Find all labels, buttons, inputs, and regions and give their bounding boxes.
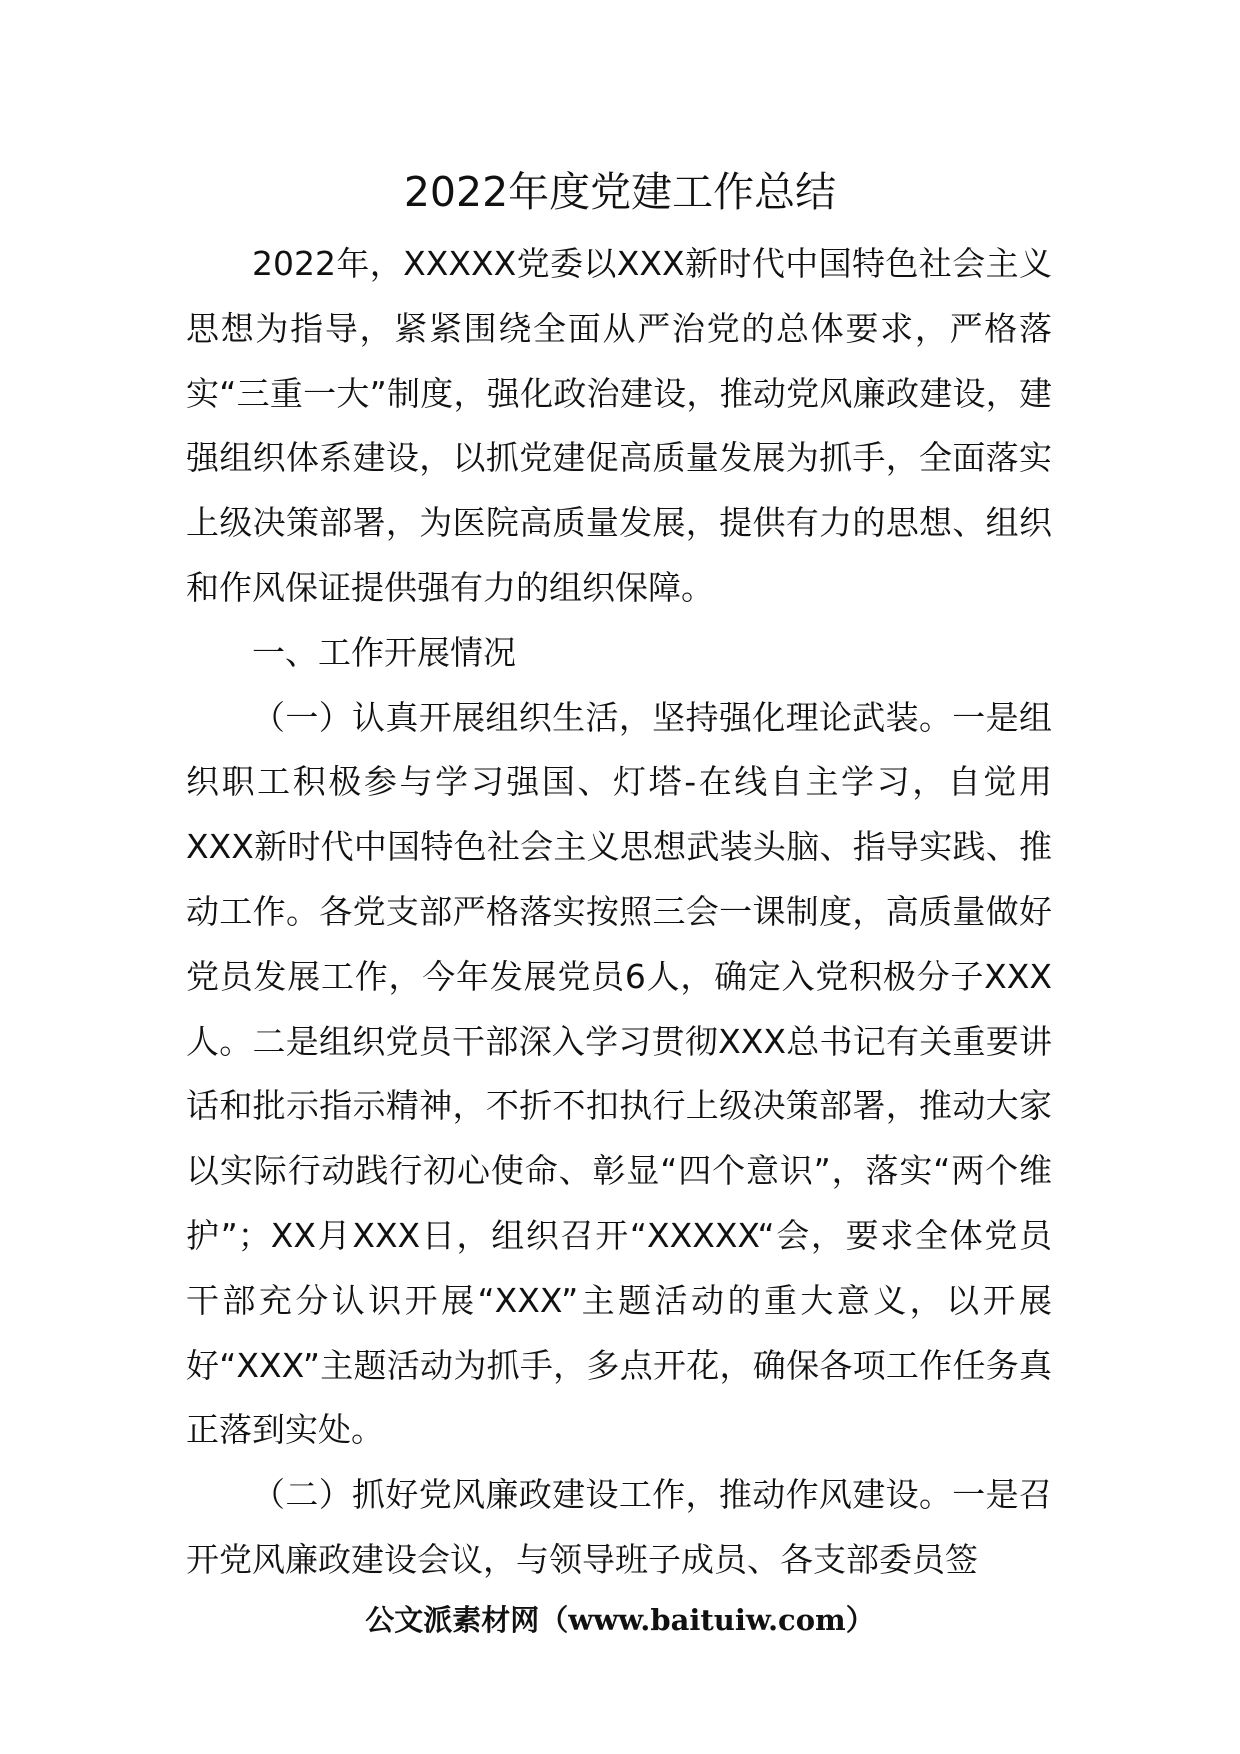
document-title: 2022年度党建工作总结 [403, 168, 837, 216]
footer-watermark: 公文派素材网（www.baituiw.com） [365, 1603, 875, 1637]
section-paragraph-2: （二）抓好党风廉政建设工作，推动作风建设。一是召开党风廉政建设会议，与领导班子成员、各支部委员签 [186, 1475, 1052, 1579]
document-body [186, 232, 1052, 1593]
intro-paragraph: 2022年，XXXXX党委以XXX新时代中国特色社会主义思想为指导，紧紧围绕全面从严治党的总体要求，严格落实“三重一大”制度，强化政治建设，推动党风廉政建设，建强组织体系建设，以抓党建促高质量发展为抓手，全面落实上级决策部署，为医院高质量发展，提供有力的思想、组织和作风保证提供强有力的组织保障。 [186, 244, 1052, 607]
section-paragraph-1: （一）认真开展组织生活，坚持强化理论武装。一是组织职工积极参与学习强国、灯塔-在线自主学习，自觉用XXX新时代中国特色社会主义思想武装头脑、指导实践、推动工作。各党支部严格落实按照三会一课制度，高质量做好党员发展工作，今年发展党员6人，确定入党积极分子XXX人。二是组织党员干部深入学习贯彻XXX总书记有关重要讲话和批示指示精神，不折不扣执行上级决策部署，推动大家以实际行动践行初心使命、彰显“四个意识”，落实“两个维护”；XX月XXX日，组织召开“XXXXX“会，要求全体党员干部充分认识开展“XXX”主题活动的重大意义，以开展好“XXX”主题活动为抓手，多点开花，确保各项工作任务真正落到实处。 [186, 697, 1052, 1450]
section-heading: 一、工作开展情况 [252, 632, 516, 672]
